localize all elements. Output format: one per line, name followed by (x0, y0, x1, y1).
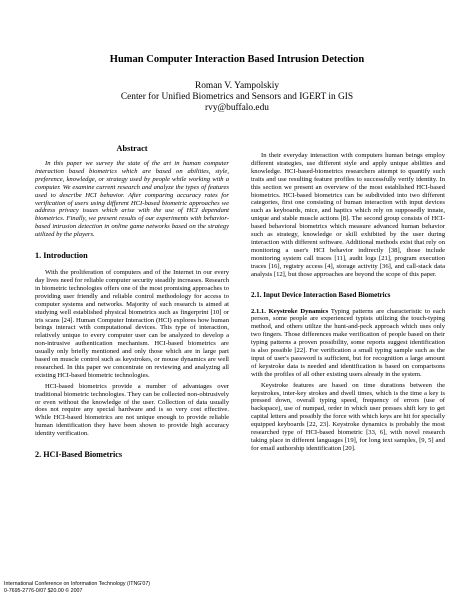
hci-overview-paragraph: In their everyday interaction with computers human beings employ different strategies, use different style and apply unique abilities and knowledge. HCI-based-biometrics researchers attempt to quantify such traits and use resulting feature profiles to successfully verify identity. In this section we present an overview of the most established HCI-based biometrics. HCI-based biometrics can be subdivided into two different categories, first one consisting of human interaction with input devices such as keyboards, mice, and haptics which rely on supposedly innate, unique and stable muscle actions [8]. The second group consists of HCI-based behavioral biometrics which measure advanced human behavior such as strategy, knowledge or skill exhibited by the user during interaction with different software. Additional methods exist that rely on monitoring a user's HCI behavior indirectly [38], those include monitoring system call traces [11], audit logs [21], program execution traces [16], registry access [4], storage activity [36], and call-stack data analysis [12], but those approaches are beyond the scope of this paper. (251, 152, 445, 278)
keystroke-paragraph-2: Keystroke features are based on time durations between the keystrokes, inter-key strokes and dwell times, which is the time a key is pressed down, overall typing speed, frequency of errors (use of backspace), use of numpad, order in which user presses shift key to get capital letters and possibly the force with which keys are hit for specially equipped keyboards [22, 23]. Keystroke dynamics is probably the most researched type of HCI-based biometric [33, 6], with novel research taking place in different languages [19], for long text samples, [9, 5] and for email authorship identification [20]. (251, 381, 445, 452)
author-email: rvy@buffalo.edu (205, 103, 269, 113)
section-heading-introduction: 1. Introduction (35, 251, 88, 261)
abstract-text: In this paper we survey the state of the art in human computer interaction based biometrics which are based on abilities, style, preference, knowledge, or strategy used by people while working with a computer. We examine current research and analyze the types of features used to describe HCI behavior. After comparing accuracy rates for verification of users using different HCI-based biometric approaches we address privacy issues which arise with the use of HCI dependant biometrics. Finally, we present results of our experiments with behavior-based intrusion detection in online game networks based on the strategy utilized by the players. (35, 160, 229, 239)
left-column (35, 144, 229, 468)
author-block (0, 81, 474, 114)
keystroke-runin-text: Typing patterns are characteristic to each person, some people are experienced typists utilizing the touch-typing method, and others utilize the hunt-and-peck approach which uses only two fingers. Those differences make verification of people based on their typing patterns a proven possibility, some reports suggest identification is also possible [22]. For verification a small typing sample such as the input of user's password is sufficient, but for recognition a large amount of keystroke data is needed and identification is based on comparisons with the profiles of all other existing users already in the system. (251, 307, 445, 378)
keystroke-paragraph-1 (251, 308, 445, 379)
paper-title: Human Computer Interaction Based Intrusion Detection (109, 54, 365, 65)
section-heading-hci-biometrics: 2. HCI-Based Biometrics (35, 450, 123, 460)
footer-copyright: 0-7695-2776-0/07 $20.00 © 2007 (4, 587, 83, 594)
author-affiliation: Center for Unified Biometrics and Sensors and IGERT in GIS (120, 92, 354, 102)
page-footer (4, 581, 150, 594)
right-column (251, 152, 445, 456)
author-name: Roman V. Yampolskiy (194, 81, 280, 91)
intro-paragraph-2: HCI-based biometrics provide a number of advantages over traditional biometric technologies. They can be collected non-obtrusively or even without the knowledge of the user. Collection of data usually does not require any special hardware and is so very cost effective. While HCI-based biometrics are not unique enough to provide reliable human identification they have been shown to provide high accuracy identity verification. (35, 382, 229, 438)
subsection-heading-input-device: 2.1. Input Device Interaction Based Biometrics (251, 290, 391, 299)
intro-paragraph-1: With the proliferation of computers and of the Internet in our every day lives need for reliable computer security steadily increases. Research in biometric technologies offers one of the most promising approaches to providing user friendly and reliable control methodology for access to computer systems and networks. Majority of such research is aimed at studying well established physical biometrics such as fingerprint [10] or iris scans [24]. Human Computer Interaction (HCI) explores how human beings interact with computational devices. This type of interaction, relatively unique to every computer user can be analyzed to develop a non-intrusive authentication mechanism. HCI-based biometrics are usually only briefly mentioned and only those which are in large part based on muscle control such as keystrokes, or mouse dynamics are well researched. In this paper we concentrate on reviewing and analyzing all existing HCI-based biometric technologies. (35, 269, 229, 379)
footer-conference: International Conference on Information Technology (ITNG'07) (4, 581, 151, 587)
keystroke-runin-heading: 2.1.1. Keystroke Dynamics (251, 307, 329, 315)
abstract-heading: Abstract (116, 144, 148, 153)
